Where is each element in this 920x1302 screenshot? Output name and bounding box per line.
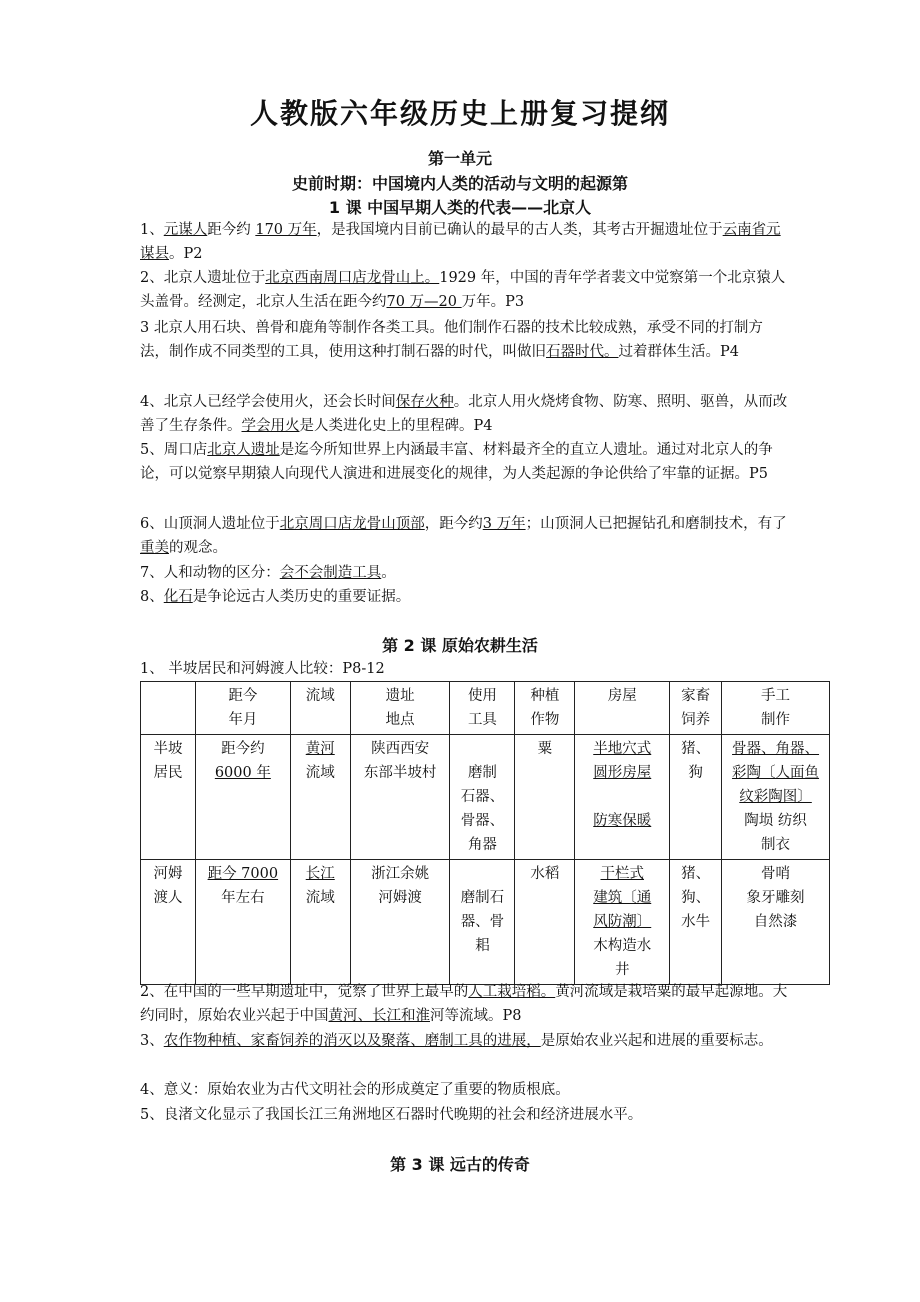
lesson2-item: 2、在中国的一些早期遗址中，觉察了世界上最早的人工栽培稻。黄河流域是栽培粟的最早起源地。大约同时，原始农业兴起于中国黄河、长江和淮河等流域。P8 [140, 984, 788, 1024]
table-cell: 距今 年月 [195, 682, 290, 735]
table-cell: 流域 [290, 682, 350, 735]
lesson1-item: 8、化石是争论远古人类历史的重要证据。 [140, 589, 411, 605]
table-cell: 河姆 渡人 [141, 860, 196, 985]
lesson1-item: 6、山顶洞人遗址位于北京周口店龙骨山顶部，距今约3 万年；山顶洞人已把握钻孔和磨制技术，有了重美的观念。 [140, 516, 787, 556]
table-cell: 猪、 狗 [670, 735, 722, 860]
table-header-row [141, 682, 830, 735]
comparison-table [140, 681, 830, 985]
table-cell: 半坡 居民 [141, 735, 196, 860]
table-cell: 黄河 流域 [290, 735, 350, 860]
lesson2-item: 3、农作物种植、家畜饲养的消灭以及聚落、磨制工具的进展，是原始农业兴起和进展的重要标志。 [140, 1033, 773, 1049]
table-cell: 房屋 [575, 682, 670, 735]
lesson2-item: 5、良渚文化显示了我国长江三角洲地区石器时代晚期的社会和经济进展水平。 [140, 1107, 643, 1123]
table-row [141, 860, 830, 985]
table-cell [141, 682, 196, 735]
lesson1-item: 7、人和动物的区分：会不会制造工具。 [140, 565, 396, 581]
table-cell: 使用 工具 [450, 682, 515, 735]
unit-subtitle: 史前时期：中国境内人类的活动与文明的起源第 [291, 174, 628, 193]
table-cell: 骨器、角器、 彩陶〔人面鱼 纹彩陶图〕 陶埙 纺织 制衣 [722, 735, 830, 860]
table-cell: 干栏式 建筑〔通 风防潮〕 木构造水 井 [575, 860, 670, 985]
unit-heading: 第一单元 [427, 149, 492, 168]
page-title: 人教版六年级历史上册复习提纲 [249, 97, 670, 130]
table-cell: 粟 [515, 735, 575, 860]
table-cell: 遗址 地点 [350, 682, 450, 735]
table-cell: 家畜 饲养 [670, 682, 722, 735]
table-cell: 半地穴式 圆形房屋 防寒保暖 [575, 735, 670, 860]
table-cell: 猪、 狗、 水牛 [670, 860, 722, 985]
lesson3-title: 第 3 课 远古的传奇 [390, 1155, 530, 1174]
lesson1-item: 5、周口店北京人遗址是迄今所知世界上内涵最丰富、材料最齐全的直立人遗址。通过对北京人的争论，可以觉察早期猿人向现代人演进和进展变化的规律，为人类起源的争论供给了牢靠的证据。P5 [140, 442, 773, 482]
lesson2-title: 第 2 课 原始农耕生活 [382, 636, 538, 655]
lesson1-item: 2、北京人遗址位于北京西南周口店龙骨山上。1929 年，中国的青年学者裴文中觉察第一个北京猿人头盖骨。经测定，北京人生活在距今约70 万—20 万年。P3 [140, 270, 786, 310]
table-cell: 距今 7000 年左右 [195, 860, 290, 985]
table-cell: 磨制 石器、 骨器、 角器 [450, 735, 515, 860]
lesson1-item: 4、北京人已经学会使用火，还会长时间保存火种。北京人用火烧烤食物、防寒、照明、驱兽，从而改善了生存条件。学会用火是人类进化史上的里程碑。P4 [140, 394, 788, 434]
lesson2-item: 4、意义：原始农业为古代文明社会的形成奠定了重要的物质根底。 [140, 1082, 570, 1098]
table-cell: 水稻 [515, 860, 575, 985]
table-cell: 种植 作物 [515, 682, 575, 735]
table-cell: 距今约 6000 年 [195, 735, 290, 860]
table-cell: 浙江余姚 河姆渡 [350, 860, 450, 985]
table-body [141, 682, 830, 985]
table-intro: 1、 半坡居民和河姆渡人比较：P8-12 [140, 661, 385, 677]
table-cell: 长江 流域 [290, 860, 350, 985]
table-row [141, 735, 830, 860]
lesson1-item: 3 北京人用石块、兽骨和鹿角等制作各类工具。他们制作石器的技术比较成熟，承受不同的打制方法，制作成不同类型的工具，使用这种打制石器的时代，叫做旧石器时代。过着群体生活。P4 [140, 320, 763, 360]
lesson1-title: 1 课 中国早期人类的代表——北京人 [328, 198, 592, 217]
table-cell: 陕西西安 东部半坡村 [350, 735, 450, 860]
table-cell: 磨制石 器、骨 耜 [450, 860, 515, 985]
table-cell: 手工 制作 [722, 682, 830, 735]
table-cell: 骨哨 象牙雕刻 自然漆 [722, 860, 830, 985]
lesson1-item: 1、元谋人距今约 170 万年，是我国境内目前已确认的最早的古人类，其考古开掘遗址位于云南省元谋县。P2 [140, 222, 781, 262]
